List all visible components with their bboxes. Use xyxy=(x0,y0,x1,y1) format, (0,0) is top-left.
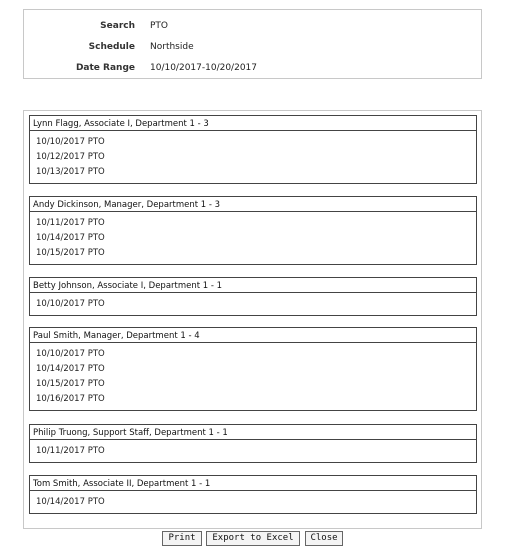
employee-group xyxy=(29,475,477,514)
criteria-row-search xyxy=(24,19,481,33)
pto-entry: 10/10/2017 PTO xyxy=(36,137,105,147)
search-criteria-panel xyxy=(23,9,482,79)
entries-box xyxy=(29,131,477,184)
employee-header: Paul Smith, Manager, Department 1 - 4 xyxy=(29,327,477,343)
criteria-label: Search xyxy=(100,21,135,31)
criteria-label: Date Range xyxy=(75,63,135,73)
employee-header: Tom Smith, Associate II, Department 1 - 1 xyxy=(29,475,477,491)
pto-entry: 10/13/2017 PTO xyxy=(36,167,105,177)
criteria-row-date-range xyxy=(24,61,481,75)
pto-entry: 10/14/2017 PTO xyxy=(36,233,105,243)
pto-entry: 10/12/2017 PTO xyxy=(36,152,105,162)
employee-group xyxy=(29,115,477,184)
pto-entry: 10/15/2017 PTO xyxy=(36,379,105,389)
employee-group xyxy=(29,327,477,411)
pto-entry: 10/10/2017 PTO xyxy=(36,349,105,359)
criteria-label: Schedule xyxy=(88,42,135,52)
entries-box xyxy=(29,343,477,411)
pto-entry: 10/10/2017 PTO xyxy=(36,299,105,309)
entries-box xyxy=(29,212,477,265)
close-button[interactable]: Close xyxy=(305,531,343,546)
employee-header: Andy Dickinson, Manager, Department 1 - 3 xyxy=(29,196,477,212)
results-panel xyxy=(23,110,482,529)
pto-entry: 10/16/2017 PTO xyxy=(36,394,105,404)
employee-group xyxy=(29,424,477,463)
entries-box xyxy=(29,293,477,316)
pto-entry: 10/14/2017 PTO xyxy=(36,364,105,374)
criteria-value: 10/10/2017-10/20/2017 xyxy=(150,63,257,73)
action-buttons xyxy=(0,531,511,547)
employee-header: Lynn Flagg, Associate I, Department 1 - 3 xyxy=(29,115,477,131)
export-to-excel-button[interactable]: Export to Excel xyxy=(206,531,300,546)
print-button[interactable]: Print xyxy=(162,531,202,546)
entries-box xyxy=(29,440,477,463)
pto-entry: 10/11/2017 PTO xyxy=(36,218,105,228)
criteria-value: PTO xyxy=(150,21,169,31)
entries-box xyxy=(29,491,477,514)
employee-group xyxy=(29,277,477,316)
criteria-row-schedule xyxy=(24,40,481,54)
criteria-value: Northside xyxy=(150,42,194,52)
employee-header: Betty Johnson, Associate I, Department 1 - 1 xyxy=(29,277,477,293)
pto-entry: 10/15/2017 PTO xyxy=(36,248,105,258)
pto-entry: 10/11/2017 PTO xyxy=(36,446,105,456)
employee-group xyxy=(29,196,477,265)
pto-entry: 10/14/2017 PTO xyxy=(36,497,105,507)
employee-header: Philip Truong, Support Staff, Department 1 - 1 xyxy=(29,424,477,440)
